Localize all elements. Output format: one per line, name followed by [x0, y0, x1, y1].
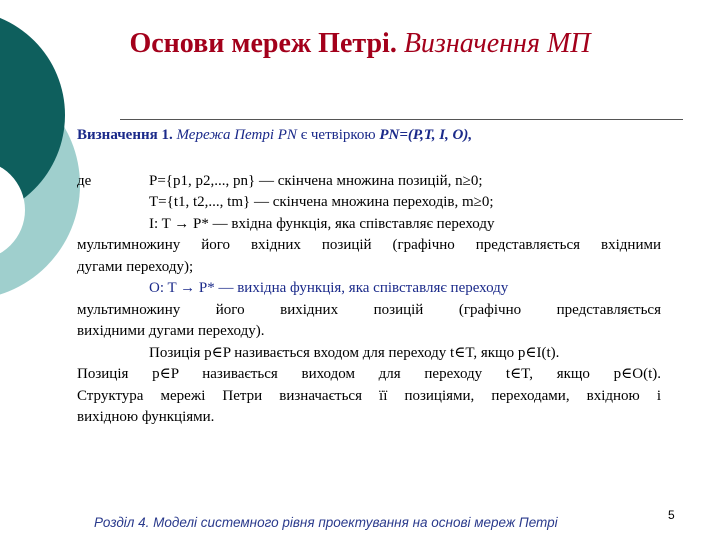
input-definition-line: Позиція p∈P називається входом для переходу t∈T, якщо p∈I(t).: [149, 344, 560, 361]
definition-line: [77, 125, 661, 147]
output-function-line-2: мультимножину його вихідних позицій (графічно представляється: [77, 301, 661, 318]
slide-body: [77, 125, 661, 429]
definition-formula: PN=(P,T, I, O),: [379, 127, 473, 143]
input-function-line-3: дугами переходу);: [77, 258, 194, 275]
de-word: де: [77, 172, 92, 189]
definition-label: Визначення 1.: [77, 127, 173, 143]
page-number: 5: [668, 508, 675, 522]
output-function-line-1: [77, 278, 661, 300]
set-t-line: T={t1, t2,..., tm} — скінчена множина переходів, m≥0;: [149, 194, 494, 210]
set-p-row: [77, 171, 661, 193]
slide-title: [0, 28, 720, 60]
set-p-line: P={p1, p2,..., pn} — скінчена множина позицій, n≥0;: [149, 172, 483, 189]
slide-footer: Розділ 4. Моделі системного рівня проектування на основі мереж Петрі: [94, 515, 558, 530]
structure-line-1: Структура мережі Петри визначається її позиціями, переходами, вхідною і: [77, 387, 661, 404]
output-function-text: O: T → P* — вихідна функція, яка співставляє переходу: [149, 280, 509, 296]
input-function-line-1: I: T → P* — вхідна функція, яка співставляє переходу: [149, 215, 495, 232]
title-divider: [120, 119, 683, 120]
definition-connector: є четвіркою: [300, 127, 376, 143]
title-italic: Визначення МП: [403, 28, 591, 59]
definition-term: Мережа Петрі PN: [176, 127, 297, 143]
output-function-line-3: вихідними дугами переходу).: [77, 323, 265, 339]
output-definition-line: Позиція p∈P називається виходом для переходу t∈T, якщо p∈O(t).: [77, 366, 661, 382]
input-function-line-2: мультимножину його вхідних позицій (графічно представляється вхідними: [77, 237, 661, 253]
structure-line-2: вихідною функціями.: [77, 409, 215, 425]
title-bold: Основи мереж Петрі.: [129, 28, 397, 59]
